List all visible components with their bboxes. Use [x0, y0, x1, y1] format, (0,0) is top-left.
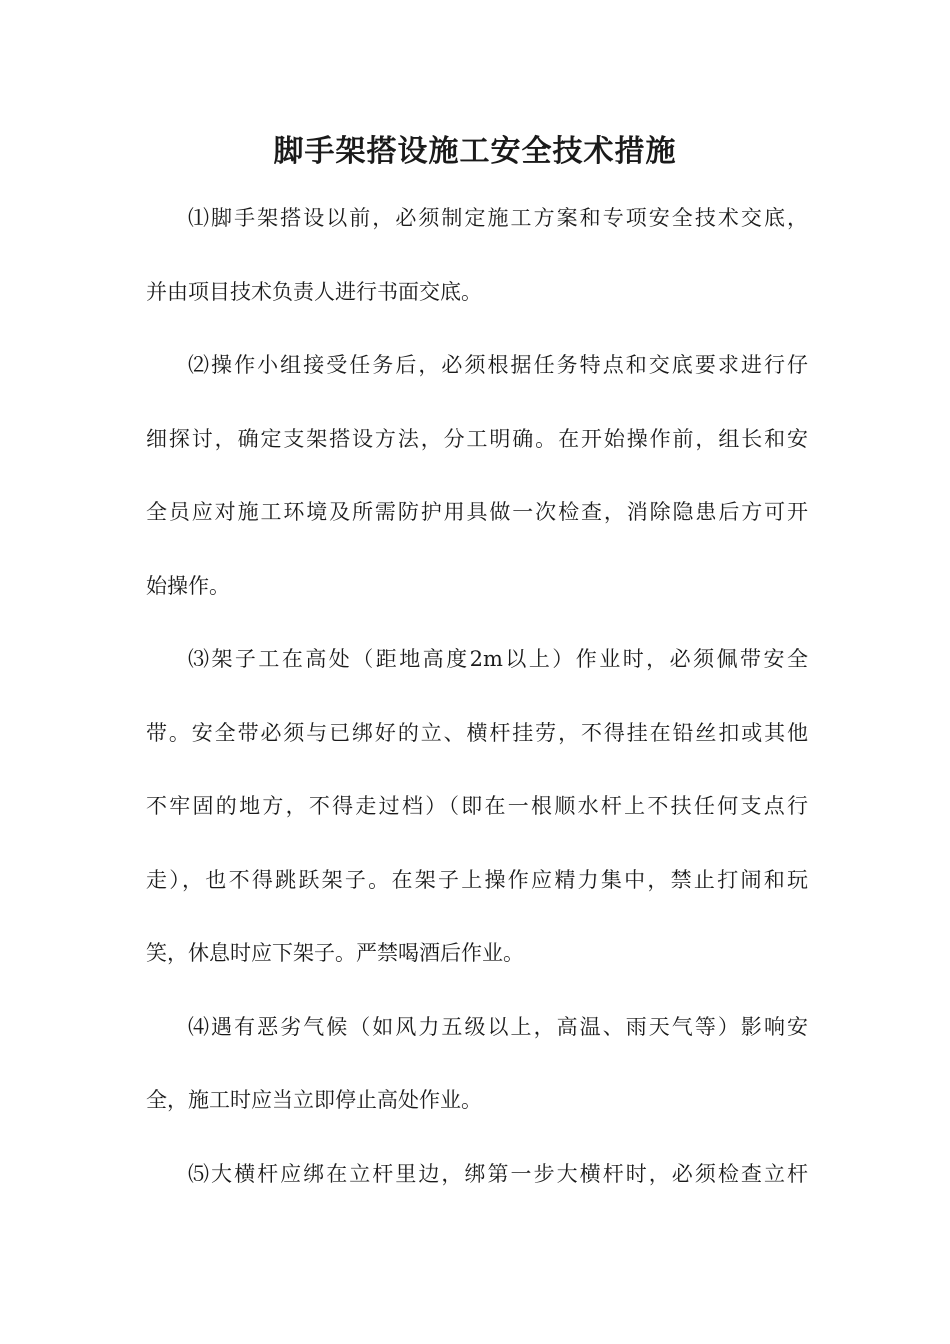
document-title: 脚手架搭设施工安全技术措施 — [273, 134, 677, 169]
text-line: ⑷遇有恶劣气候（如风力五级以上，高温、雨天气等）影响安 — [188, 1014, 808, 1039]
text-line: 不牢固的地方，不得走过档）（即在一根顺水杆上不扶任何支点行 — [146, 794, 808, 818]
text-line: ⑴脚手架搭设以前，必须制定施工方案和专项安全技术交底， — [188, 206, 808, 230]
text-line: ⑸大横杆应绑在立杆里边，绑第一步大横杆时，必须检查立杆 — [188, 1161, 808, 1186]
text-line: 细探讨，确定支架搭设方法，分工明确。在开始操作前，组长和安 — [146, 426, 808, 451]
text-line: 全员应对施工环境及所需防护用具做一次检查，消除隐患后方可开 — [146, 500, 808, 524]
document-body — [146, 182, 808, 1211]
text-line: ⑵操作小组接受任务后，必须根据任务特点和交底要求进行仔 — [188, 353, 808, 377]
text-line: 并由项目技术负责人进行书面交底。 — [146, 279, 482, 304]
text-line: 全，施工时应当立即停止高处作业。 — [146, 1088, 482, 1112]
text-line: ⑶架子工在高处（距地高度2m以上）作业时，必须佩带安全 — [188, 647, 808, 671]
text-line: 走），也不得跳跃架子。在架子上操作应精力集中，禁止打闹和玩 — [146, 867, 808, 892]
text-line: 始操作。 — [146, 573, 230, 598]
text-line: 笑，休息时应下架子。严禁喝酒后作业。 — [146, 941, 524, 965]
text-line: 带。安全带必须与已绑好的立、横杆挂劳，不得挂在铅丝扣或其他 — [146, 720, 808, 745]
